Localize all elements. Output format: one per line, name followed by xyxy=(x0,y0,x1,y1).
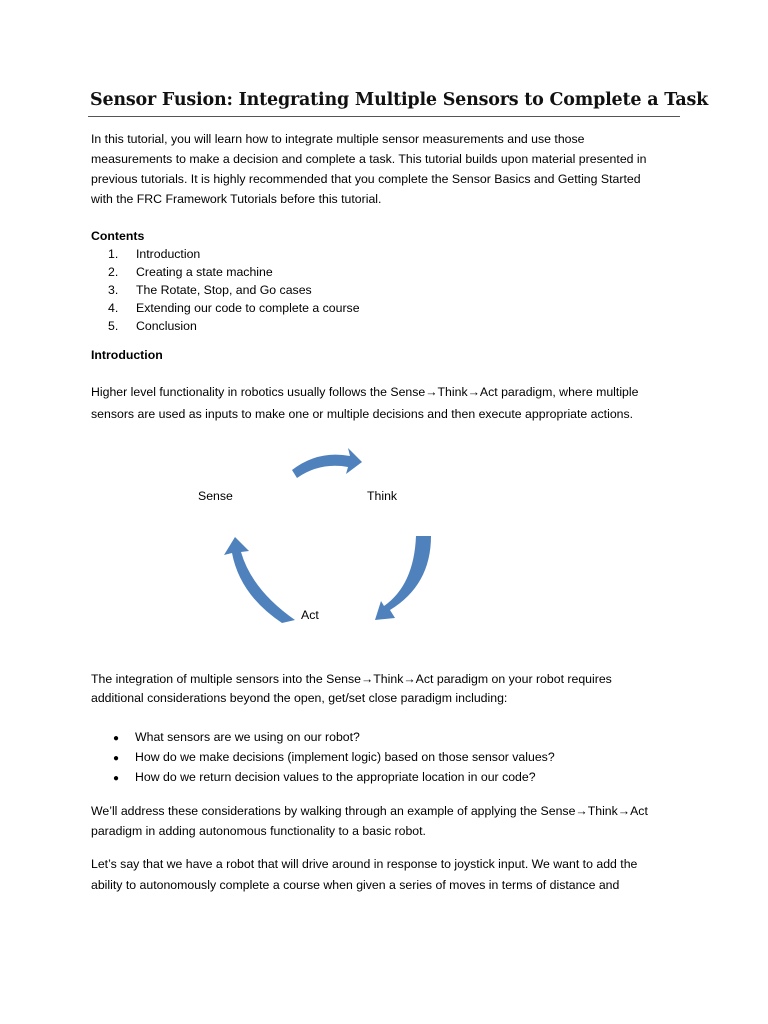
arrow-act-to-sense xyxy=(224,537,295,623)
introduction-heading: Introduction xyxy=(91,348,163,362)
cycle-arrows xyxy=(200,440,440,640)
robot-line: Let’s say that we have a robot that will drive around in response to joystick input. We want to add the xyxy=(91,857,638,871)
integration-paragraph xyxy=(91,670,681,708)
intro-line: with the FRC Framework Tutorials before this tutorial. xyxy=(91,192,382,206)
contents-item: 4. Extending our code to complete a course xyxy=(108,301,360,315)
integration-line: additional considerations beyond the open, get/set close paradigm including: xyxy=(91,691,508,705)
intro-paragraph xyxy=(91,129,681,209)
contents-heading: Contents xyxy=(91,229,145,243)
address-line: paradigm in adding autonomous functionality to a basic robot. xyxy=(91,824,426,838)
list-item: ● What sensors are we using on our robot? xyxy=(113,730,360,744)
intro-line: measurements to make a decision and complete a task. This tutorial builds upon material presented in xyxy=(91,152,647,166)
intro-line: In this tutorial, you will learn how to integrate multiple sensor measurements and use those xyxy=(91,132,585,146)
title-underline xyxy=(88,116,680,117)
contents-list xyxy=(108,245,360,335)
robot-line: ability to autonomously complete a course when given a series of moves in terms of distance and xyxy=(91,878,620,892)
sense-label: Sense xyxy=(198,489,233,503)
arrow-think-to-act xyxy=(375,536,431,620)
introduction-paragraph xyxy=(91,381,681,425)
intro-line: previous tutorials. It is highly recommended that you complete the Sensor Basics and Getting Started xyxy=(91,172,641,186)
introduction-line: sensors are used as inputs to make one or multiple decisions and then execute appropriate actions. xyxy=(91,407,634,421)
act-label: Act xyxy=(301,608,319,622)
contents-item: 3. The Rotate, Stop, and Go cases xyxy=(108,283,312,297)
contents-item: 1. Introduction xyxy=(108,247,201,261)
address-paragraph xyxy=(91,801,681,841)
arrow-sense-to-think xyxy=(292,448,362,478)
address-line: We’ll address these considerations by walking through an example of applying the Sense→Think→Act xyxy=(91,804,648,818)
list-item: ● How do we return decision values to the appropriate location in our code? xyxy=(113,770,536,784)
list-item: ● How do we make decisions (implement logic) based on those sensor values? xyxy=(113,750,555,764)
contents-item: 5. Conclusion xyxy=(108,319,197,333)
page-title: Sensor Fusion: Integrating Multiple Sensors to Complete a Task xyxy=(90,90,709,110)
robot-paragraph xyxy=(91,854,681,896)
think-label: Think xyxy=(367,489,398,503)
integration-line: The integration of multiple sensors into the Sense→Think→Act paradigm on your robot requires xyxy=(91,672,612,686)
introduction-line: Higher level functionality in robotics usually follows the Sense→Think→Act paradigm, where multiple xyxy=(91,385,639,399)
considerations-list xyxy=(113,727,555,787)
sense-think-act-diagram xyxy=(200,440,440,640)
contents-item: 2. Creating a state machine xyxy=(108,265,273,279)
